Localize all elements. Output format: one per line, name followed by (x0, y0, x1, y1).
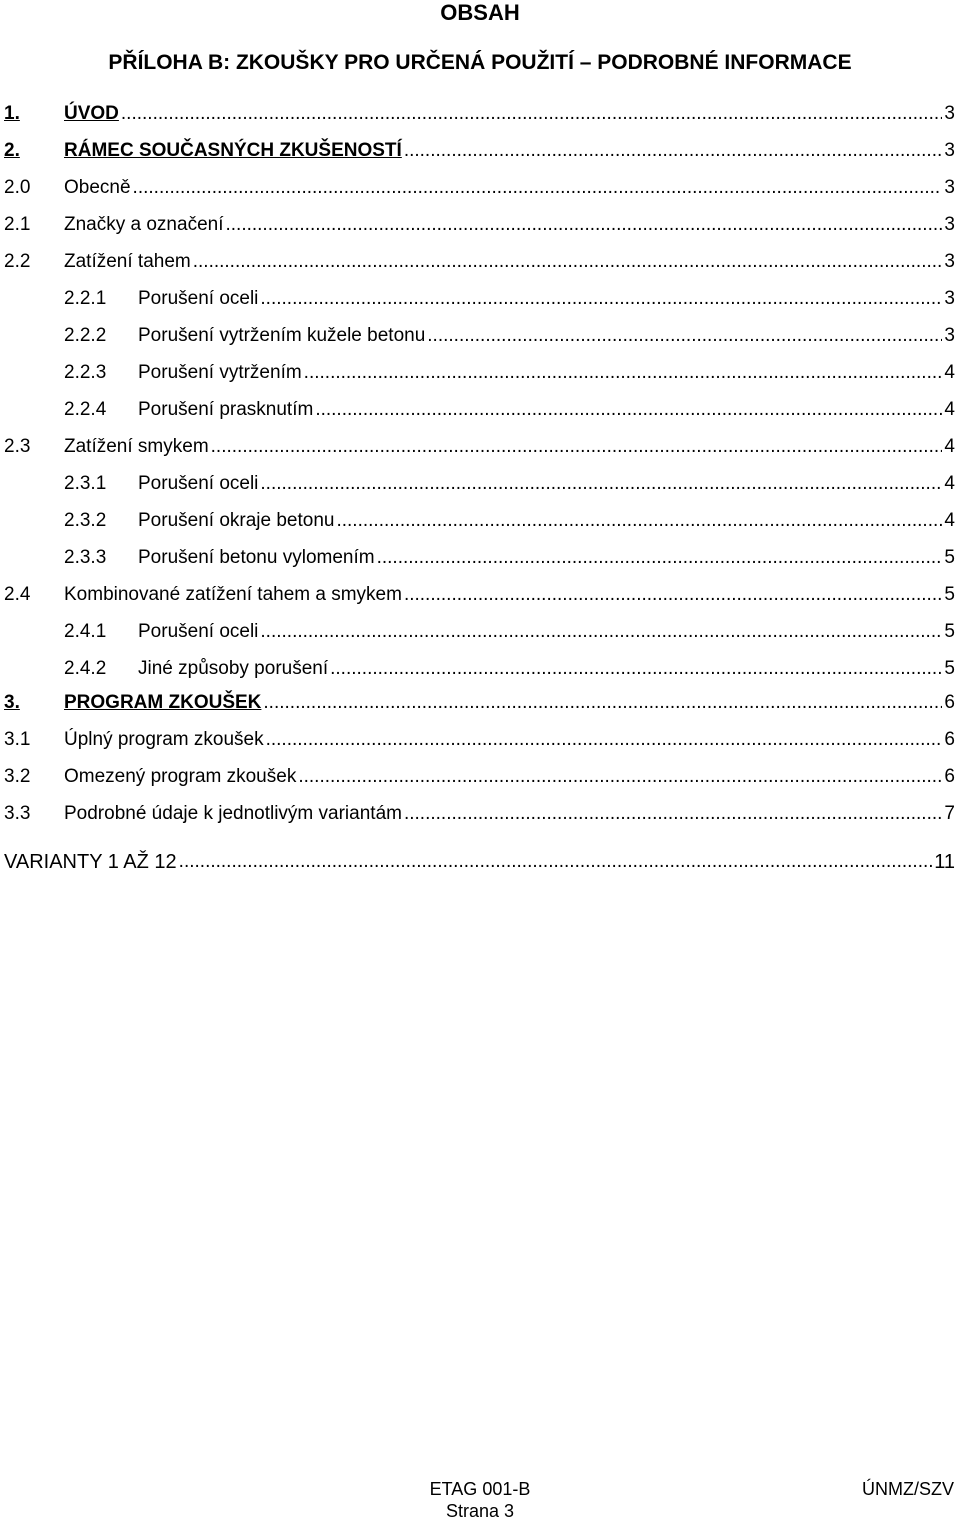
toc-entry-number: 2.2.4 (64, 399, 107, 420)
toc-entry-number: 3.3 (4, 803, 31, 824)
toc-entry-page: 5 (944, 547, 955, 568)
toc-entry-number: 3.2 (4, 766, 31, 787)
toc-entry-label: Porušení oceli (138, 473, 259, 494)
toc-leader-dots (121, 102, 943, 126)
toc-entry-label: PROGRAM ZKOUŠEK (64, 692, 262, 713)
toc-entry-label: Kombinované zatížení tahem a smykem (64, 584, 402, 605)
toc-entry-page: 3 (944, 325, 955, 346)
toc-entry-page: 4 (944, 473, 955, 494)
toc-entry-number: 1. (4, 103, 20, 124)
document-title: OBSAH (440, 0, 520, 25)
toc-entry[interactable] (64, 361, 955, 385)
toc-entry-label: Zatížení tahem (64, 251, 191, 272)
toc-entry[interactable] (4, 435, 955, 459)
toc-entry-label: Zatížení smykem (64, 436, 209, 457)
toc-leader-dots (225, 213, 942, 237)
toc-entry[interactable] (4, 765, 955, 789)
toc-entry-number: 2.2.2 (64, 325, 107, 346)
toc-leader-dots (260, 287, 942, 311)
toc-entry-page: 3 (944, 214, 955, 235)
toc-leader-dots (336, 509, 942, 533)
footer-organization: ÚNMZ/SZV (862, 1479, 954, 1499)
toc-leader-dots (260, 620, 942, 644)
footer-document-code: ETAG 001-B (429, 1479, 531, 1499)
toc-leader-dots (404, 802, 942, 826)
toc-entry-number: 2.3.3 (64, 547, 107, 568)
toc-entry-label: Úplný program zkoušek (64, 729, 264, 750)
toc-entry-label: Omezený program zkoušek (64, 766, 297, 787)
toc-entry-number: 2.3.2 (64, 510, 107, 531)
toc-entry-number: 2.4 (4, 584, 31, 605)
toc-entry-page: 3 (944, 251, 955, 272)
toc-entry[interactable] (64, 398, 955, 422)
toc-entry-label: ÚVOD (64, 103, 119, 124)
toc-entry[interactable] (4, 102, 955, 126)
toc-entry-page: 11 (934, 851, 955, 873)
toc-entry[interactable] (64, 509, 955, 533)
toc-entry[interactable] (64, 546, 955, 570)
toc-entry-label: Porušení oceli (138, 288, 259, 309)
toc-entry-number: 3. (4, 692, 20, 713)
toc-entry-number: 2. (4, 140, 20, 161)
toc-leader-dots (404, 139, 943, 163)
toc-leader-dots (304, 361, 943, 385)
toc-entry-page: 3 (944, 177, 955, 198)
toc-entry[interactable] (4, 250, 955, 274)
footer-page-number: Strana 3 (445, 1501, 515, 1521)
toc-entry-number: 2.4.2 (64, 658, 107, 679)
toc-entry-label: Podrobné údaje k jednotlivým variantám (64, 803, 402, 824)
toc-entry-number: 2.1 (4, 214, 31, 235)
toc-entry[interactable] (4, 213, 955, 237)
toc-entry-number: 2.4.1 (64, 621, 107, 642)
toc-entry-label: Porušení okraje betonu (138, 510, 335, 531)
toc-entry-label: Jiné způsoby porušení (138, 658, 329, 679)
toc-entry-label: VARIANTY 1 AŽ 12 (4, 851, 177, 873)
toc-entry-label: RÁMEC SOUČASNÝCH ZKUŠENOSTÍ (64, 140, 402, 161)
toc-entry[interactable] (64, 324, 955, 348)
toc-entry-page: 7 (944, 803, 955, 824)
toc-leader-dots (260, 472, 942, 496)
toc-entry[interactable] (4, 583, 955, 607)
toc-entry-number: 2.3 (4, 436, 31, 457)
toc-entry[interactable] (64, 287, 955, 311)
toc-entry-page: 6 (944, 692, 955, 713)
toc-entry-page: 6 (944, 766, 955, 787)
toc-entry-label: Porušení oceli (138, 621, 259, 642)
toc-entry-page: 6 (944, 729, 955, 750)
toc-entry[interactable] (4, 728, 955, 752)
toc-entry[interactable] (4, 691, 955, 715)
toc-entry[interactable] (64, 657, 955, 681)
toc-entry-number: 2.0 (4, 177, 31, 198)
toc-leader-dots (377, 546, 943, 570)
toc-entry-label: Značky a označení (64, 214, 224, 235)
toc-leader-dots (427, 324, 942, 348)
toc-entry-page: 3 (944, 288, 955, 309)
toc-entry-page: 5 (944, 584, 955, 605)
toc-entry-number: 2.3.1 (64, 473, 107, 494)
toc-entry-number: 2.2.1 (64, 288, 107, 309)
toc-entry-page: 5 (944, 658, 955, 679)
toc-entry-label: Porušení vytržením kužele betonu (138, 325, 426, 346)
toc-entry-page: 3 (944, 140, 955, 161)
toc-entry-label: Obecně (64, 177, 131, 198)
toc-leader-dots (179, 850, 933, 874)
toc-entry[interactable] (64, 620, 955, 644)
toc-entry-page: 4 (944, 436, 955, 457)
toc-entry-page: 3 (944, 103, 955, 124)
toc-leader-dots (298, 765, 942, 789)
toc-leader-dots (211, 435, 943, 459)
toc-entry-page: 5 (944, 621, 955, 642)
document-subtitle: PŘÍLOHA B: ZKOUŠKY PRO URČENÁ POUŽITÍ – PODROBNÉ INFORMACE (108, 51, 852, 74)
toc-entry-page: 4 (944, 510, 955, 531)
toc-entry-number: 2.2 (4, 251, 31, 272)
toc-entry[interactable] (64, 472, 955, 496)
toc-entry-number: 2.2.3 (64, 362, 107, 383)
toc-entry-page: 4 (944, 399, 955, 420)
toc-leader-dots (266, 728, 943, 752)
toc-leader-dots (263, 691, 942, 715)
toc-leader-dots (330, 657, 942, 681)
toc-entry[interactable] (4, 802, 955, 826)
toc-leader-dots (315, 398, 942, 422)
toc-entry[interactable] (4, 850, 955, 874)
toc-entry[interactable] (4, 176, 955, 200)
toc-entry-page: 4 (944, 362, 955, 383)
toc-leader-dots (193, 250, 943, 274)
toc-entry[interactable] (4, 139, 955, 163)
toc-entry-number: 3.1 (4, 729, 31, 750)
toc-entry-label: Porušení vytržením (138, 362, 302, 383)
toc-entry-label: Porušení betonu vylomením (138, 547, 375, 568)
toc-leader-dots (404, 583, 942, 607)
toc-entry-label: Porušení prasknutím (138, 399, 314, 420)
toc-leader-dots (133, 176, 943, 200)
